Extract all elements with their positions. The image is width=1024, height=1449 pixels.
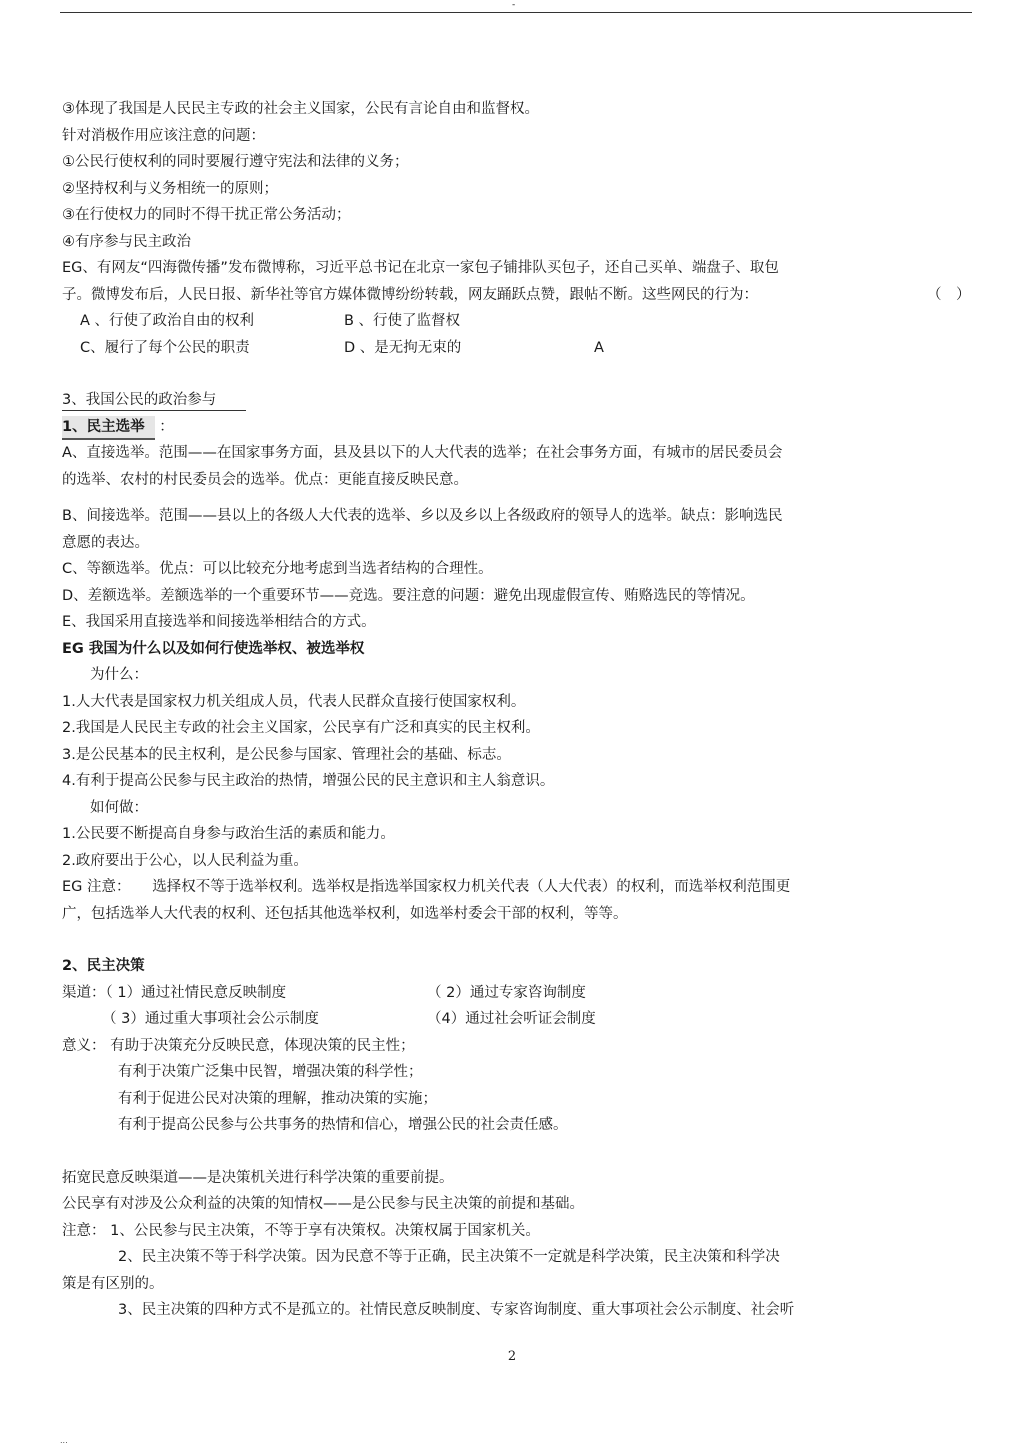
channel-4: （4）通过社会听证会制度 (427, 1011, 596, 1027)
channel-row (62, 1006, 962, 1033)
question-line: EG、有网友“四海微传播”发布微博称，习近平总书记在北京一家包子铺排队买包子，还自己买单、端盘子、取包 (62, 260, 779, 276)
spacer (62, 1139, 962, 1165)
text-line: 意义： 有助于决策充分反映民意，体现决策的民主性； (62, 1037, 415, 1054)
text-line: 策是有区别的。 (62, 1275, 164, 1292)
subsection-title: 1、民主选举 (62, 416, 155, 440)
subsection-colon: ： (159, 418, 174, 435)
section-heading (62, 387, 962, 414)
subsection-heading (62, 414, 962, 441)
spacer (62, 361, 962, 387)
text-line: 2、民主决策不等于科学决策。因为民意不等于正确，民主决策不一定就是科学决策，民主决策和科学决 (118, 1249, 780, 1265)
option-c: C、履行了每个公民的职责 (80, 339, 250, 356)
text-line: 3、民主决策的四种方式不是孤立的。社情民意反映制度、专家咨询制度、重大事项社会公示制度、社会听 (118, 1302, 795, 1318)
option-row (62, 308, 962, 335)
text-line: 1.人大代表是国家权力机关组成人员，代表人民群众直接行使国家权利。 (62, 693, 526, 710)
text-line: ②坚持权利与义务相统一的原则； (62, 180, 278, 197)
text-line: 为什么： (90, 667, 148, 683)
subsection-title: 2、民主决策 (62, 958, 145, 974)
channel-row (62, 980, 962, 1007)
text-line: ③体现了我国是人民民主专政的社会主义国家，公民有言论自由和监督权。 (62, 101, 539, 117)
header-rule (60, 12, 972, 13)
channel-3: （ 3）通过重大事项社会公示制度 (102, 1011, 319, 1027)
text-line: 广，包括选举人大代表的权利、还包括其他选举权利，如选举村委会干部的权利，等等。 (62, 905, 628, 922)
text-line: 4.有利于提高公民参与民主政治的热情，增强公民的民主意识和主人翁意识。 (62, 773, 555, 789)
text-line: 2.政府要出于公心，以人民利益为重。 (62, 852, 308, 869)
option-a: A 、行使了政治自由的权利 (80, 313, 255, 329)
text-line: D、差额选举。差额选举的一个重要环节——竞选。要注意的问题：避免出现虚假宣传、贿赂选民的等情况。 (62, 587, 755, 604)
text-line: 拓宽民意反映渠道——是决策机关进行科学决策的重要前提。 (62, 1169, 454, 1186)
question-line (62, 282, 971, 309)
option-d: D 、是无拘无束的 (344, 339, 462, 356)
spacer (62, 493, 962, 503)
text-line: 2.我国是人民民主专政的社会主义国家，公民享有广泛和真实的民主权利。 (62, 720, 540, 736)
channel-2: （ 2）通过专家咨询制度 (427, 984, 586, 1001)
text-line: 如何做： (90, 799, 148, 816)
text-line: 有利于促进公民对决策的理解，推动决策的实施； (118, 1090, 437, 1107)
answer-blank: （ ） (927, 286, 971, 303)
text-line: 的选举、农村的村民委员会的选举。优点：更能直接反映民意。 (62, 471, 468, 488)
text-line: C、等额选举。优点：可以比较充分地考虑到当选者结构的合理性。 (62, 561, 493, 577)
text-line: A、直接选举。范围——在国家事务方面，县及县以下的人大代表的选举；在社会事务方面，有城市的居民委员会 (62, 445, 783, 461)
footer-mark: ... (60, 1436, 68, 1445)
option-row (62, 335, 962, 362)
text-line: 公民享有对涉及公众利益的决策的知情权——是公民参与民主决策的前提和基础。 (62, 1196, 584, 1212)
question-text: 子。微博发布后，人民日报、新华社等官方媒体微博纷纷转载，网友踊跃点赞，跟帖不断。这些网民的行为： (62, 286, 758, 303)
text-line: ①公民行使权利的同时要履行遵守宪法和法律的义务； (62, 154, 409, 170)
page-number: 2 (507, 1349, 517, 1364)
option-b: B 、行使了监督权 (344, 313, 461, 329)
text-line: 3.是公民基本的民主权利，是公民参与国家、管理社会的基础、标志。 (62, 746, 511, 763)
channel-1: 渠道：（ 1）通过社情民意反映制度 (62, 984, 287, 1001)
text-line: ③在行使权力的同时不得干扰正常公务活动； (62, 207, 351, 223)
text-line: B、间接选举。范围——县以上的各级人大代表的选举、乡以及乡以上各级政府的领导人的选举。缺点：影响选民 (62, 508, 783, 524)
answer-key: A (594, 339, 604, 356)
section-title: 3、我国公民的政治参与 (62, 390, 246, 411)
text-line: 有利于决策广泛集中民智，增强决策的科学性； (118, 1064, 423, 1080)
text-line: E、我国采用直接选举和间接选举相结合的方式。 (62, 614, 376, 630)
text-line: ④有序参与民主政治 (62, 233, 191, 250)
header-dot: - (512, 0, 516, 10)
text-line: 有利于提高公民参与公共事务的热情和信心，增强公民的社会责任感。 (118, 1117, 568, 1133)
document-body (62, 96, 971, 1324)
text-line: 注意： 1、公民参与民主决策，不等于享有决策权。决策权属于国家机关。 (62, 1222, 540, 1239)
text-line: 意愿的表达。 (62, 534, 149, 551)
example-heading: EG 我国为什么以及如何行使选举权、被选举权 (62, 640, 365, 657)
text-line: EG 注意： 选择权不等于选举权利。选举权是指选举国家权力机关代表（人大代表）的权利，而选举权利范围更 (62, 879, 791, 895)
text-line: 针对消极作用应该注意的问题： (62, 127, 265, 144)
spacer (62, 927, 962, 953)
text-line: 1.公民要不断提高自身参与政治生活的素质和能力。 (62, 826, 395, 842)
